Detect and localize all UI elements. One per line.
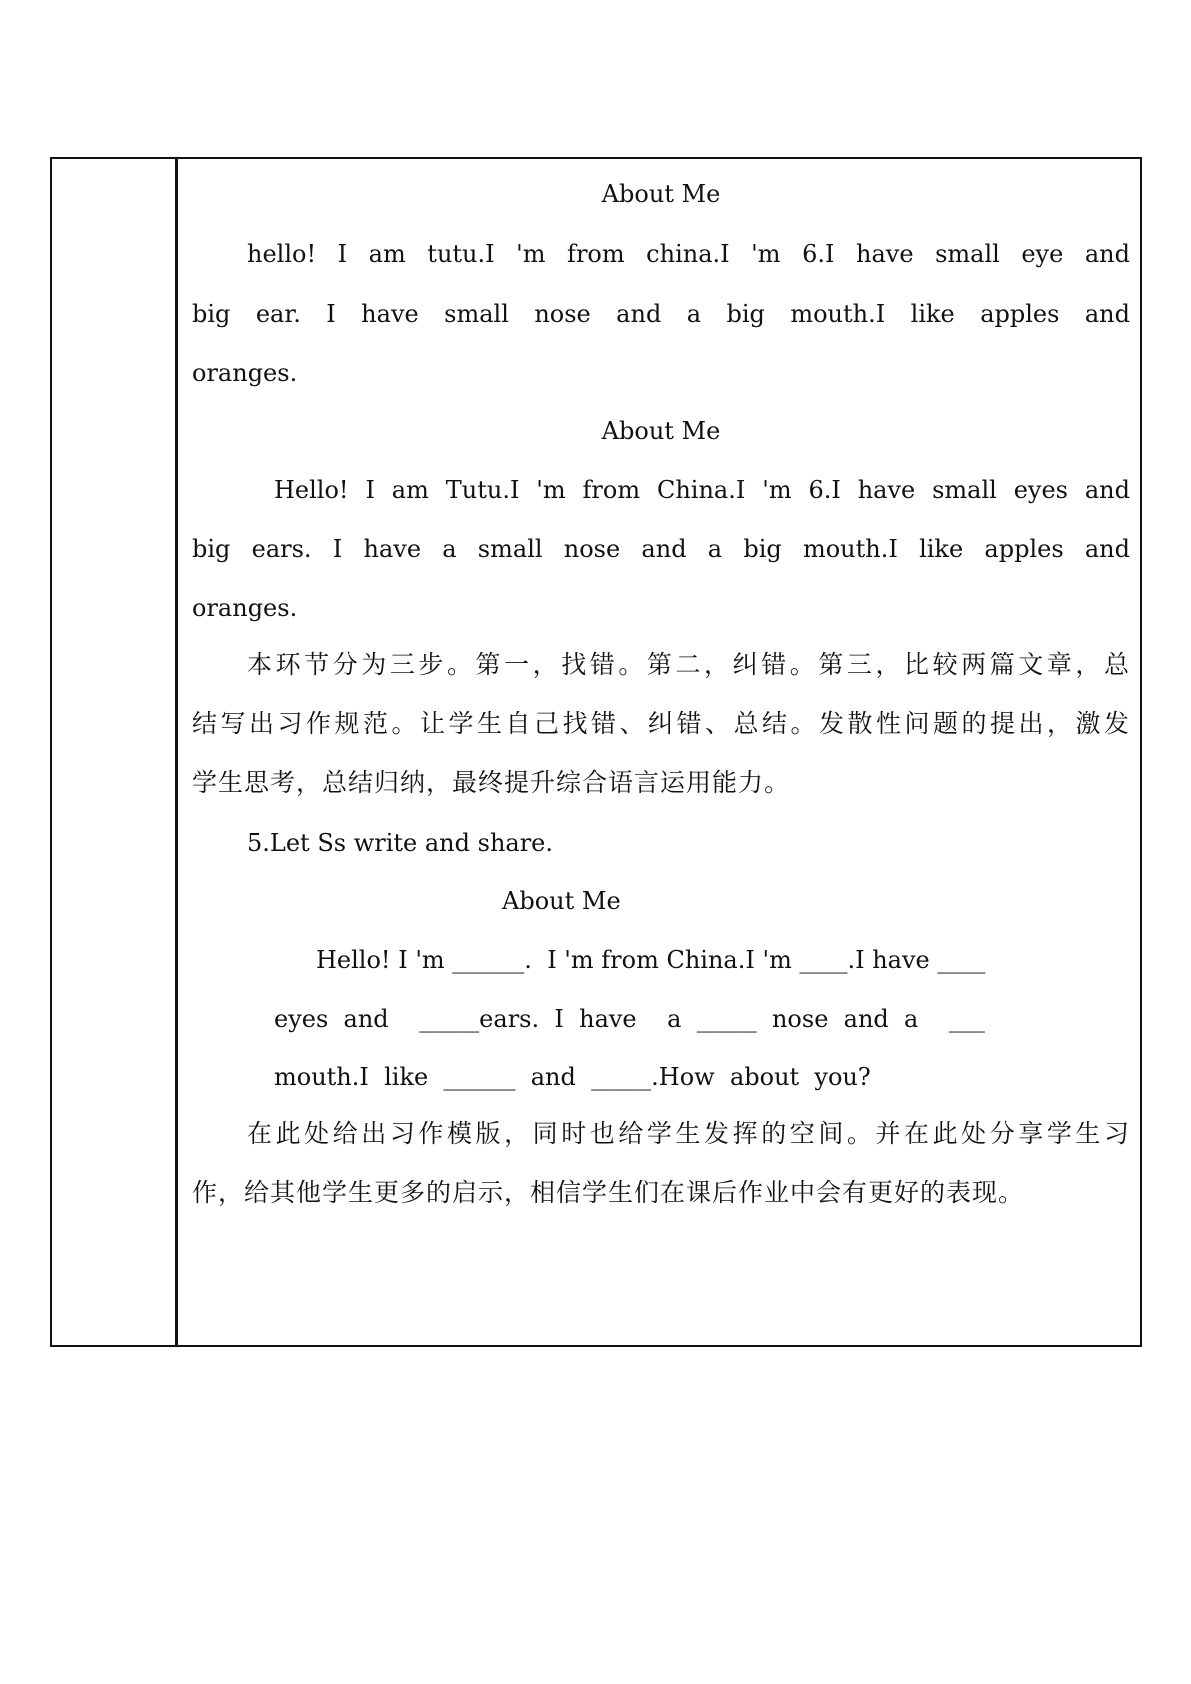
essay-title-1: About Me bbox=[601, 180, 721, 208]
note-2-line-1: 在此处给出习作模版，同时也给学生发挥的空间。并在此处分享学生习 bbox=[247, 1119, 1130, 1148]
content-cell bbox=[192, 159, 1130, 1345]
template-line-2: eyes and _____ears. I have a _____ nose and a ___ bbox=[274, 1005, 985, 1033]
essay-2-line-3: oranges. bbox=[192, 594, 298, 622]
template-line-3: mouth.I like ______ and _____.How about you? bbox=[274, 1063, 871, 1091]
note-1-line-1: 本环节分为三步。第一，找错。第二，纠错。第三，比较两篇文章，总 bbox=[247, 650, 1130, 679]
template-line-1: Hello! I 'm ______. I 'm from China.I 'm ____.I have ____ bbox=[316, 946, 986, 974]
left-column-cell bbox=[52, 159, 178, 1345]
template-title: About Me bbox=[502, 887, 621, 915]
essay-2-line-2: big ears. I have a small nose and a big mouth.I like apples and bbox=[192, 535, 1130, 563]
essay-1-line-2: big ear. I have small nose and a big mouth.I like apples and bbox=[192, 300, 1130, 328]
essay-1-line-3: oranges. bbox=[192, 359, 298, 387]
lesson-table bbox=[50, 157, 1142, 1347]
essay-2-line-1: Hello! I am Tutu.I 'm from China.I 'm 6.I have small eyes and bbox=[274, 476, 1130, 504]
essay-title-2: About Me bbox=[601, 417, 721, 445]
step-5-heading: 5.Let Ss write and share. bbox=[247, 829, 554, 857]
essay-1-line-1: hello! I am tutu.I 'm from china.I 'm 6.I have small eye and bbox=[247, 240, 1130, 268]
note-1-line-2: 结写出习作规范。让学生自己找错、纠错、总结。发散性问题的提出，激发 bbox=[192, 709, 1130, 738]
note-2-line-2: 作，给其他学生更多的启示，相信学生们在课后作业中会有更好的表现。 bbox=[192, 1178, 1025, 1207]
note-1-line-3: 学生思考，总结归纳，最终提升综合语言运用能力。 bbox=[192, 768, 791, 797]
